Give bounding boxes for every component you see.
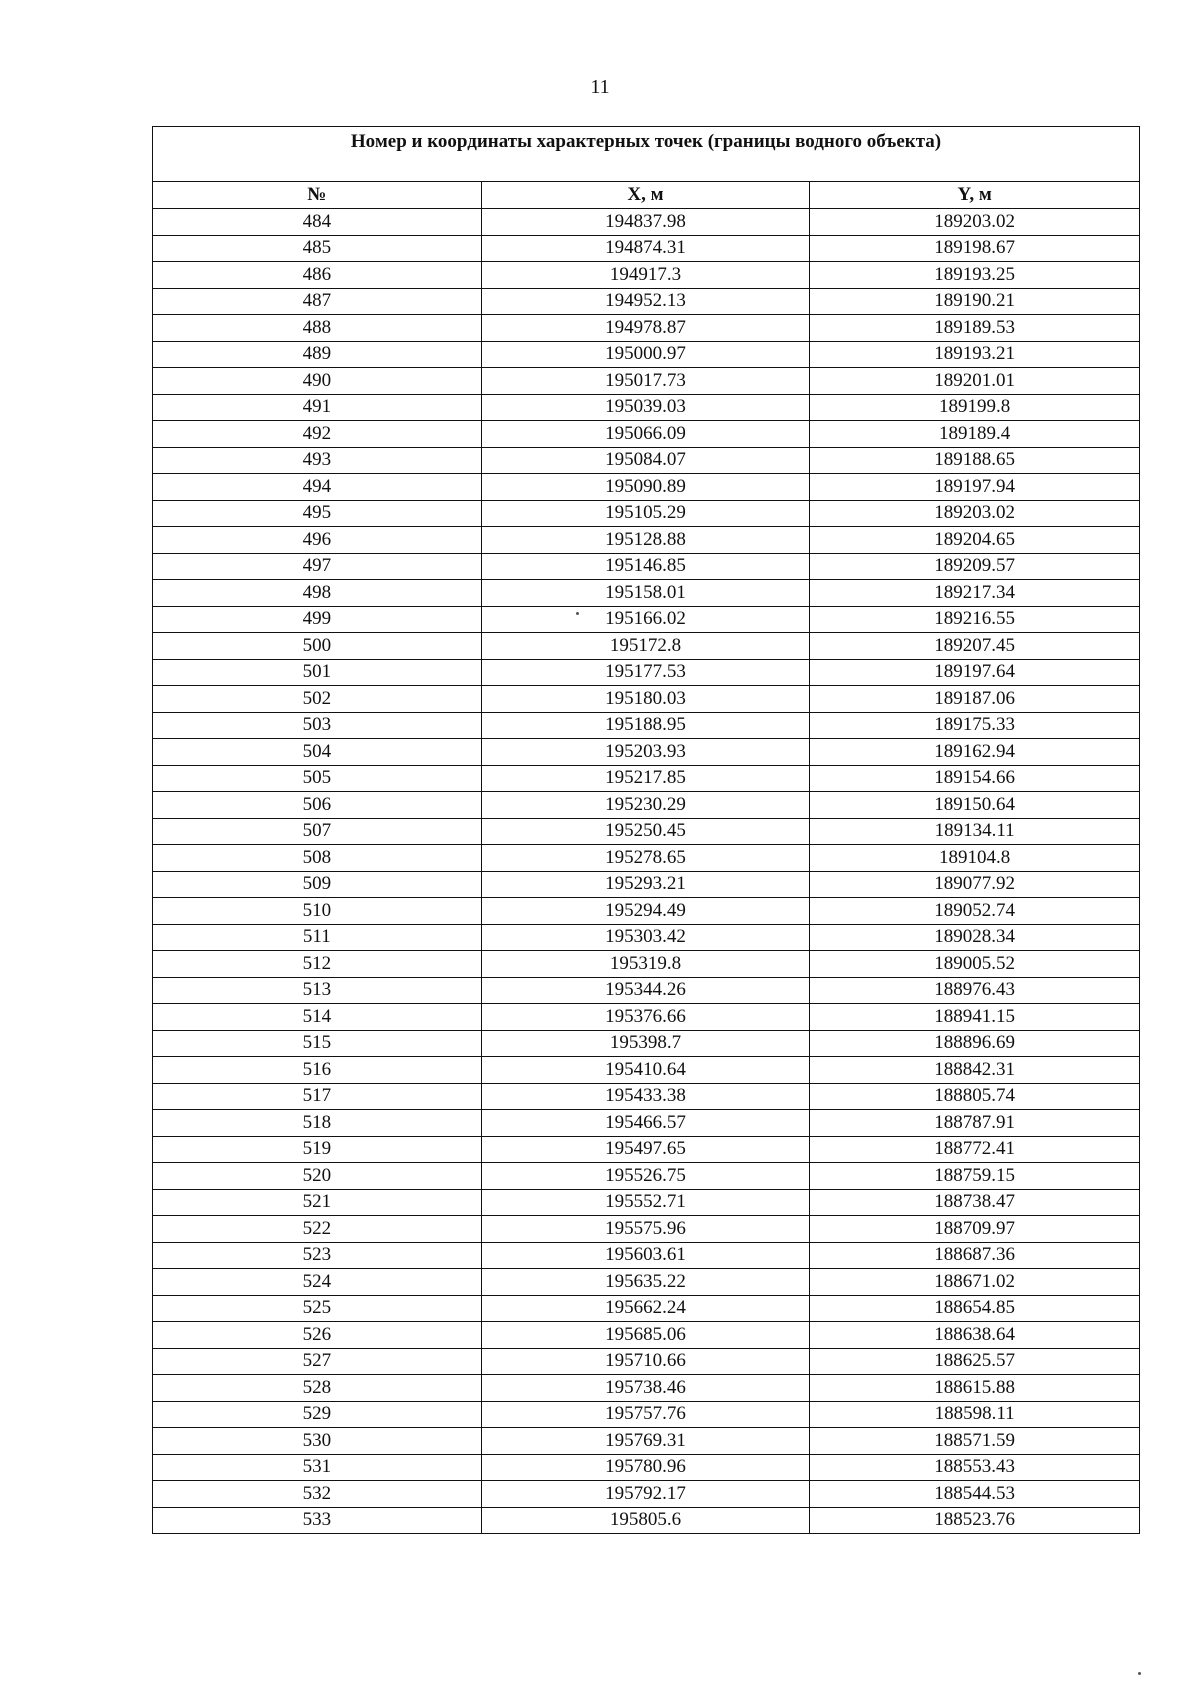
table-row [153, 818, 1140, 845]
table-row [153, 1057, 1140, 1084]
table-row [153, 341, 1140, 368]
point-number-cell: 487 [153, 288, 482, 315]
table-row [153, 924, 1140, 951]
x-coordinate-cell: 195757.76 [481, 1401, 810, 1428]
point-number-cell: 517 [153, 1083, 482, 1110]
table-row [153, 845, 1140, 872]
table-row [153, 686, 1140, 713]
y-coordinate-cell: 188553.43 [810, 1454, 1140, 1481]
table-row [153, 1454, 1140, 1481]
y-coordinate-cell: 189154.66 [810, 765, 1140, 792]
table-row [153, 792, 1140, 819]
table-row [153, 527, 1140, 554]
x-coordinate-cell: 195230.29 [481, 792, 810, 819]
point-number-cell: 497 [153, 553, 482, 580]
table-row [153, 235, 1140, 262]
y-coordinate-cell: 189150.64 [810, 792, 1140, 819]
table-row [153, 553, 1140, 580]
point-number-cell: 532 [153, 1481, 482, 1508]
y-coordinate-cell: 189216.55 [810, 606, 1140, 633]
point-number-cell: 533 [153, 1507, 482, 1534]
point-number-cell: 531 [153, 1454, 482, 1481]
y-coordinate-cell: 188625.57 [810, 1348, 1140, 1375]
table-row [153, 1507, 1140, 1534]
y-coordinate-cell: 188842.31 [810, 1057, 1140, 1084]
x-coordinate-cell: 195066.09 [481, 421, 810, 448]
x-coordinate-cell: 195376.66 [481, 1004, 810, 1031]
y-coordinate-cell: 189209.57 [810, 553, 1140, 580]
table-row [153, 580, 1140, 607]
y-coordinate-cell: 189217.34 [810, 580, 1140, 607]
x-coordinate-cell: 194952.13 [481, 288, 810, 315]
x-coordinate-cell: 195158.01 [481, 580, 810, 607]
point-number-cell: 518 [153, 1110, 482, 1137]
table-row [153, 368, 1140, 395]
table-row [153, 712, 1140, 739]
point-number-cell: 511 [153, 924, 482, 951]
table-row [153, 871, 1140, 898]
x-coordinate-cell: 195662.24 [481, 1295, 810, 1322]
x-coordinate-cell: 195466.57 [481, 1110, 810, 1137]
point-number-cell: 515 [153, 1030, 482, 1057]
point-number-cell: 494 [153, 474, 482, 501]
x-coordinate-cell: 195575.96 [481, 1216, 810, 1243]
y-coordinate-cell: 188598.11 [810, 1401, 1140, 1428]
y-coordinate-cell: 189201.01 [810, 368, 1140, 395]
x-coordinate-cell: 195146.85 [481, 553, 810, 580]
y-coordinate-cell: 188896.69 [810, 1030, 1140, 1057]
point-number-cell: 499 [153, 606, 482, 633]
table-header-row [153, 182, 1140, 209]
point-number-cell: 516 [153, 1057, 482, 1084]
y-coordinate-cell: 189028.34 [810, 924, 1140, 951]
point-number-cell: 521 [153, 1189, 482, 1216]
y-coordinate-cell: 188523.76 [810, 1507, 1140, 1534]
table-row [153, 606, 1140, 633]
table-row [153, 739, 1140, 766]
table-row [153, 1004, 1140, 1031]
scan-speck [576, 612, 579, 615]
point-number-cell: 504 [153, 739, 482, 766]
table-row [153, 1030, 1140, 1057]
y-coordinate-cell: 188976.43 [810, 977, 1140, 1004]
table-row [153, 1242, 1140, 1269]
point-number-cell: 496 [153, 527, 482, 554]
table-row [153, 1481, 1140, 1508]
y-coordinate-cell: 188759.15 [810, 1163, 1140, 1190]
point-number-cell: 513 [153, 977, 482, 1004]
y-coordinate-cell: 189190.21 [810, 288, 1140, 315]
y-coordinate-cell: 188772.41 [810, 1136, 1140, 1163]
point-number-cell: 507 [153, 818, 482, 845]
point-number-cell: 492 [153, 421, 482, 448]
x-coordinate-cell: 195128.88 [481, 527, 810, 554]
x-coordinate-cell: 194837.98 [481, 209, 810, 236]
x-coordinate-cell: 195090.89 [481, 474, 810, 501]
scan-speck [1138, 1672, 1141, 1675]
x-coordinate-cell: 195293.21 [481, 871, 810, 898]
point-number-cell: 500 [153, 633, 482, 660]
point-number-cell: 525 [153, 1295, 482, 1322]
x-coordinate-cell: 195710.66 [481, 1348, 810, 1375]
x-coordinate-cell: 195433.38 [481, 1083, 810, 1110]
column-header-y: Y, м [810, 182, 1140, 209]
point-number-cell: 530 [153, 1428, 482, 1455]
table-row [153, 1401, 1140, 1428]
table-row [153, 315, 1140, 342]
x-coordinate-cell: 195278.65 [481, 845, 810, 872]
x-coordinate-cell: 195344.26 [481, 977, 810, 1004]
y-coordinate-cell: 189199.8 [810, 394, 1140, 421]
point-number-cell: 493 [153, 447, 482, 474]
table-title: Номер и координаты характерных точек (границы водного объекта) [153, 127, 1140, 182]
table-row [153, 951, 1140, 978]
point-number-cell: 529 [153, 1401, 482, 1428]
point-number-cell: 491 [153, 394, 482, 421]
table-title-row [153, 127, 1140, 182]
y-coordinate-cell: 189134.11 [810, 818, 1140, 845]
table-row [153, 1322, 1140, 1349]
y-coordinate-cell: 189104.8 [810, 845, 1140, 872]
point-number-cell: 505 [153, 765, 482, 792]
point-number-cell: 509 [153, 871, 482, 898]
table-row [153, 421, 1140, 448]
table-row [153, 1189, 1140, 1216]
y-coordinate-cell: 189207.45 [810, 633, 1140, 660]
point-number-cell: 498 [153, 580, 482, 607]
x-coordinate-cell: 195017.73 [481, 368, 810, 395]
x-coordinate-cell: 195792.17 [481, 1481, 810, 1508]
point-number-cell: 485 [153, 235, 482, 262]
y-coordinate-cell: 189187.06 [810, 686, 1140, 713]
table-row [153, 765, 1140, 792]
table-row [153, 262, 1140, 289]
y-coordinate-cell: 188709.97 [810, 1216, 1140, 1243]
y-coordinate-cell: 189189.53 [810, 315, 1140, 342]
y-coordinate-cell: 188638.64 [810, 1322, 1140, 1349]
table-row [153, 1216, 1140, 1243]
point-number-cell: 519 [153, 1136, 482, 1163]
x-coordinate-cell: 195177.53 [481, 659, 810, 686]
point-number-cell: 520 [153, 1163, 482, 1190]
column-header-number: № [153, 182, 482, 209]
table-row [153, 474, 1140, 501]
y-coordinate-cell: 188615.88 [810, 1375, 1140, 1402]
table-row [153, 898, 1140, 925]
x-coordinate-cell: 195203.93 [481, 739, 810, 766]
y-coordinate-cell: 189077.92 [810, 871, 1140, 898]
y-coordinate-cell: 188671.02 [810, 1269, 1140, 1296]
point-number-cell: 512 [153, 951, 482, 978]
y-coordinate-cell: 188738.47 [810, 1189, 1140, 1216]
x-coordinate-cell: 195180.03 [481, 686, 810, 713]
point-number-cell: 501 [153, 659, 482, 686]
x-coordinate-cell: 195805.6 [481, 1507, 810, 1534]
table-row [153, 209, 1140, 236]
x-coordinate-cell: 195780.96 [481, 1454, 810, 1481]
point-number-cell: 486 [153, 262, 482, 289]
point-number-cell: 503 [153, 712, 482, 739]
y-coordinate-cell: 189203.02 [810, 209, 1140, 236]
x-coordinate-cell: 195497.65 [481, 1136, 810, 1163]
y-coordinate-cell: 189175.33 [810, 712, 1140, 739]
y-coordinate-cell: 189197.94 [810, 474, 1140, 501]
x-coordinate-cell: 195319.8 [481, 951, 810, 978]
y-coordinate-cell: 188687.36 [810, 1242, 1140, 1269]
table-row [153, 1136, 1140, 1163]
y-coordinate-cell: 188941.15 [810, 1004, 1140, 1031]
table-row [153, 500, 1140, 527]
page-number: 11 [590, 76, 610, 98]
point-number-cell: 524 [153, 1269, 482, 1296]
table-row [153, 394, 1140, 421]
point-number-cell: 506 [153, 792, 482, 819]
x-coordinate-cell: 195188.95 [481, 712, 810, 739]
x-coordinate-cell: 195738.46 [481, 1375, 810, 1402]
x-coordinate-cell: 195217.85 [481, 765, 810, 792]
table-row [153, 1348, 1140, 1375]
x-coordinate-cell: 195552.71 [481, 1189, 810, 1216]
y-coordinate-cell: 189198.67 [810, 235, 1140, 262]
table-row [153, 1163, 1140, 1190]
x-coordinate-cell: 195303.42 [481, 924, 810, 951]
table-row [153, 659, 1140, 686]
y-coordinate-cell: 189193.21 [810, 341, 1140, 368]
x-coordinate-cell: 195039.03 [481, 394, 810, 421]
point-number-cell: 484 [153, 209, 482, 236]
table-row [153, 1375, 1140, 1402]
x-coordinate-cell: 195685.06 [481, 1322, 810, 1349]
coordinates-table [152, 126, 1140, 1534]
x-coordinate-cell: 194917.3 [481, 262, 810, 289]
x-coordinate-cell: 194978.87 [481, 315, 810, 342]
x-coordinate-cell: 195769.31 [481, 1428, 810, 1455]
y-coordinate-cell: 188544.53 [810, 1481, 1140, 1508]
y-coordinate-cell: 189162.94 [810, 739, 1140, 766]
y-coordinate-cell: 189204.65 [810, 527, 1140, 554]
point-number-cell: 490 [153, 368, 482, 395]
table-row [153, 1269, 1140, 1296]
point-number-cell: 527 [153, 1348, 482, 1375]
x-coordinate-cell: 195172.8 [481, 633, 810, 660]
table-row [153, 1110, 1140, 1137]
y-coordinate-cell: 189203.02 [810, 500, 1140, 527]
x-coordinate-cell: 195294.49 [481, 898, 810, 925]
y-coordinate-cell: 189193.25 [810, 262, 1140, 289]
table-row [153, 447, 1140, 474]
point-number-cell: 489 [153, 341, 482, 368]
y-coordinate-cell: 189197.64 [810, 659, 1140, 686]
x-coordinate-cell: 195250.45 [481, 818, 810, 845]
point-number-cell: 495 [153, 500, 482, 527]
point-number-cell: 510 [153, 898, 482, 925]
x-coordinate-cell: 195000.97 [481, 341, 810, 368]
point-number-cell: 522 [153, 1216, 482, 1243]
y-coordinate-cell: 189005.52 [810, 951, 1140, 978]
x-coordinate-cell: 195398.7 [481, 1030, 810, 1057]
point-number-cell: 488 [153, 315, 482, 342]
point-number-cell: 528 [153, 1375, 482, 1402]
column-header-x: X, м [481, 182, 810, 209]
x-coordinate-cell: 195603.61 [481, 1242, 810, 1269]
y-coordinate-cell: 189188.65 [810, 447, 1140, 474]
point-number-cell: 502 [153, 686, 482, 713]
table-row [153, 1428, 1140, 1455]
table-row [153, 633, 1140, 660]
x-coordinate-cell: 195635.22 [481, 1269, 810, 1296]
table-row [153, 1295, 1140, 1322]
point-number-cell: 526 [153, 1322, 482, 1349]
table-row [153, 288, 1140, 315]
x-coordinate-cell: 195410.64 [481, 1057, 810, 1084]
table-row [153, 1083, 1140, 1110]
x-coordinate-cell: 194874.31 [481, 235, 810, 262]
table-row [153, 977, 1140, 1004]
point-number-cell: 514 [153, 1004, 482, 1031]
y-coordinate-cell: 188787.91 [810, 1110, 1140, 1137]
y-coordinate-cell: 189189.4 [810, 421, 1140, 448]
x-coordinate-cell: 195166.02 [481, 606, 810, 633]
point-number-cell: 508 [153, 845, 482, 872]
y-coordinate-cell: 188805.74 [810, 1083, 1140, 1110]
x-coordinate-cell: 195105.29 [481, 500, 810, 527]
y-coordinate-cell: 189052.74 [810, 898, 1140, 925]
table-body [153, 209, 1140, 1534]
x-coordinate-cell: 195084.07 [481, 447, 810, 474]
y-coordinate-cell: 188654.85 [810, 1295, 1140, 1322]
point-number-cell: 523 [153, 1242, 482, 1269]
x-coordinate-cell: 195526.75 [481, 1163, 810, 1190]
y-coordinate-cell: 188571.59 [810, 1428, 1140, 1455]
